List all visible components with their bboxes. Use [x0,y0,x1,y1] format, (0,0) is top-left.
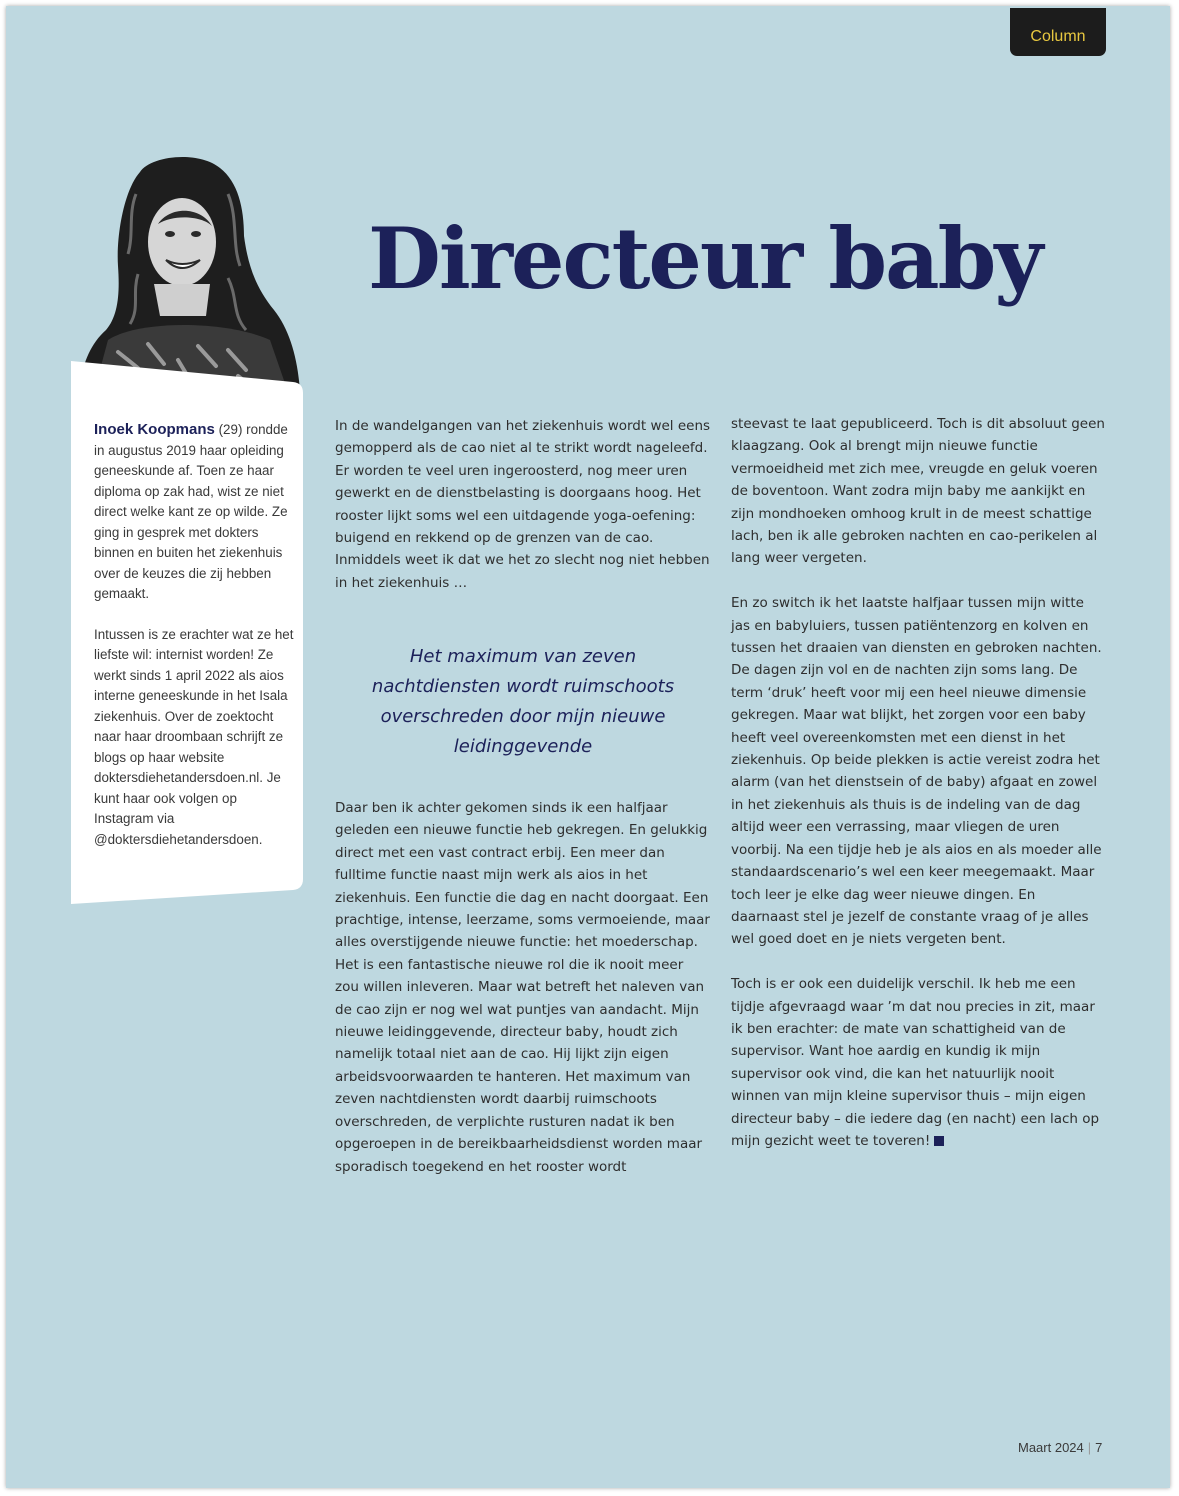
author-portrait [78,154,300,392]
article-column-2 [731,413,1107,1152]
author-age: (29) [218,422,243,437]
bio-text [94,420,294,850]
author-bio-card [71,361,303,904]
article-paragraph-4-text: Toch is er ook een duidelijk verschil. Ik heb me een tijdje afgevraagd waar ’m dat nou precies in zit, maar ik ben erachter: de mate van schattigheid van de supervisor. Want hoe aardig en kundig ik mijn supervisor ook vind, die kan het natuurlijk nooit winnen van mijn kleine supervisor thuis – mijn eigen directeur baby – die iedere dag (en nacht) een lach op mijn gezicht weet te toveren! [731,976,1100,1149]
article-paragraph-4 [731,973,1107,1152]
page-number: 7 [1095,1440,1103,1455]
bio-paragraph-1 [94,420,294,605]
section-tag: Column [1010,8,1106,56]
pull-quote: Het maximum van zeven nachtdiensten wordt ruimschoots overschreden door mijn nieuwe leidinggevende [371,646,675,757]
page-footer [1018,1440,1102,1455]
article-paragraph-3: En zo switch ik het laatste halfjaar tussen mijn witte jas en babyluiers, tussen patiëntenzorg en kolven en tussen het draaien van diensten en gebroken nachten. De dagen zijn vol en de nachten zijn soms lang. De term ‘druk’ heeft voor mij een heel nieuwe dimensie gekregen. Maar wat blijkt, het zorgen voor een baby heeft veel overeenkomsten met een dienst in het ziekenhuis. Op beide plekken is actie vereist zodra het alarm (van het dienstsein of de baby) afgaat en zowel in het ziekenhuis als thuis is de indeling van de dag altijd weer een verrassing, maar vliegen de uren voorbij. Na een tijdje heb je als aios en als moeder alle standaardscenario’s wel een keer meegemaakt. Maar toch leer je elke dag weer nieuwe dingen. En daarnaast stel je jezelf de constante vraag of je alles wel goed doet en je niets vergeten bent. [731,595,1102,948]
bio-intro: rondde in augustus 2019 haar opleiding geneeskunde af. Toen ze haar diploma op zak had, wist ze niet direct welke kant ze op wilde. Ze ging in gesprek met dokters binnen en buiten het ziekenhuis over de keuzes die zij hebben gemaakt. [94,422,288,601]
magazine-page [6,6,1170,1488]
author-name: Inoek Koopmans [94,421,215,438]
article-paragraph-1: In de wandelgangen van het ziekenhuis wordt wel eens gemopperd als de cao niet al te strikt wordt nageleefd. Er worden te veel uren ingeroosterd, nog meer uren gewerkt en de dienstbelasting is doorgaans hoog. Het rooster lijkt soms wel een uitdagende yoga-oefening: buigend en rekkend op de grenzen van de cao. Inmiddels weet ik dat we het zo slecht nog niet hebben in het ziekenhuis … [335,418,711,591]
article-column-1-continued [335,797,711,1178]
end-mark [934,1136,944,1146]
article-paragraph-2-start: Daar ben ik achter gekomen sinds ik een halfjaar geleden een nieuwe functie heb gekregen. En gelukkig direct met een vast contract erbij. Een meer dan fulltime functie naast mijn werk als aios in het ziekenhuis. Een functie die dag en nacht doorgaat. Een prachtige, intense, leerzame, soms vermoeiende, maar alles overstijgende nieuwe functie: het moederschap. Het is een fantastische nieuwe rol die ik nooit meer zou willen inleveren. Maar wat betreft het naleven van de cao zijn er nog wel wat puntjes van aandacht. Mijn nieuwe leidinggevende, directeur baby, houdt zich namelijk totaal niet aan de cao. Hij lijkt zijn eigen arbeidsvoorwaarden te hanteren. Het maximum van zeven nachtdiensten wordt daarbij ruimschoots overschreden, de verplichte rusturen nadat ik ben opgeroepen in de bereikbaarheidsdienst worden maar sporadisch toegekend en het rooster wordt [335,800,710,1175]
article-paragraph-2-end: steevast te laat gepubliceerd. Toch is dit absoluut geen klaagzang. Ook al brengt mijn nieuwe functie vermoeidheid met zich mee, vreugde en geluk voeren de boventoon. Want zodra mijn baby me aankijkt en zijn mondhoeken omhoog krult in de meest schattige lach, ben ik alle gebroken nachten en cao-perikelen al lang weer vergeten. [731,416,1105,567]
bio-paragraph-2: Intussen is ze erachter wat ze het liefste wil: internist worden! Ze werkt sinds 1 april 2022 als aios interne geneeskunde in het Isala ziekenhuis. Over de zoektocht naar haar droombaan schrijft ze blogs op haar website doktersdiehetandersdoen.nl. Je kunt haar ook volgen op Instagram via @doktersdiehetandersdoen. [94,626,294,847]
article-column-1 [335,415,711,594]
footer-separator: | [1087,1440,1092,1455]
article-headline: Directeur baby [368,209,1042,308]
issue-date: Maart 2024 [1018,1440,1084,1455]
